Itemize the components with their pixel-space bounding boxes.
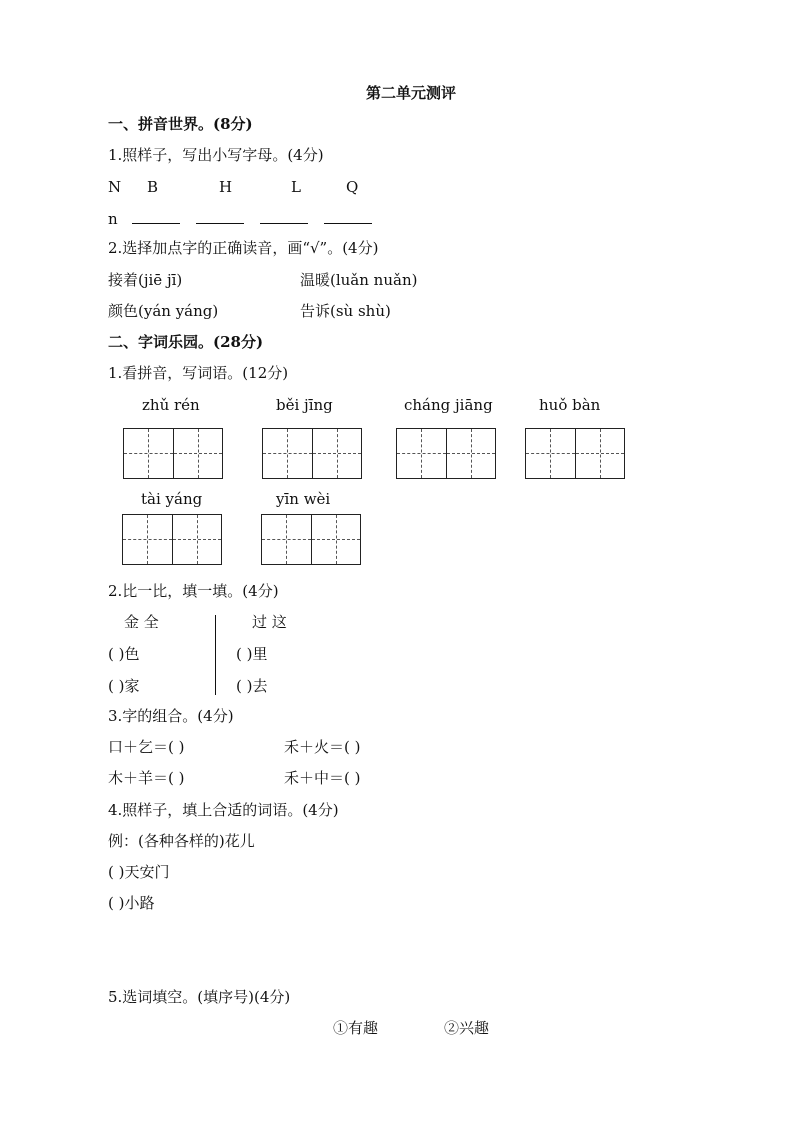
s2-q5-prompt: 5.选词填空。(填序号)(4分) xyxy=(108,988,291,1006)
char-combination-item[interactable]: 口＋乞＝( ) xyxy=(108,738,185,756)
divider-line xyxy=(215,615,216,695)
writing-grid[interactable] xyxy=(122,514,222,565)
word-option: ②兴趣 xyxy=(444,1019,490,1037)
answer-blank[interactable] xyxy=(132,223,180,224)
uppercase-letter: N xyxy=(108,178,122,196)
compare-fill-item[interactable]: ( )去 xyxy=(236,677,268,695)
pinyin-label: běi jīng xyxy=(276,396,333,414)
s1-q1-prompt: 1.照样子，写出小写字母。(4分) xyxy=(108,146,324,164)
uppercase-letter: H xyxy=(219,178,233,196)
pronunciation-item: 颜色(yán yáng) xyxy=(108,302,219,320)
pinyin-label: cháng jiāng xyxy=(404,396,493,414)
q4-fill-item[interactable]: ( )天安门 xyxy=(108,863,170,881)
q4-example: 例：(各种各样的)花儿 xyxy=(108,832,255,850)
s2-q1-prompt: 1.看拼音，写词语。(12分) xyxy=(108,364,289,382)
example-lowercase: n xyxy=(108,210,118,228)
s2-q4-prompt: 4.照样子，填上合适的词语。(4分) xyxy=(108,801,339,819)
compare-fill-item[interactable]: ( )家 xyxy=(108,677,140,695)
pinyin-label: yīn wèi xyxy=(276,490,331,508)
answer-blank[interactable] xyxy=(260,223,308,224)
writing-grid[interactable] xyxy=(262,428,362,479)
char-combination-item[interactable]: 禾＋中＝( ) xyxy=(284,769,361,787)
writing-grid[interactable] xyxy=(261,514,361,565)
writing-grid[interactable] xyxy=(396,428,496,479)
compare-chars-left: 金 全 xyxy=(124,613,159,631)
pronunciation-item: 告诉(sù shù) xyxy=(300,302,391,320)
char-combination-item[interactable]: 木＋羊＝( ) xyxy=(108,769,185,787)
uppercase-letter: Q xyxy=(346,178,359,196)
char-combination-item[interactable]: 禾＋火＝( ) xyxy=(284,738,361,756)
pinyin-label: huǒ bàn xyxy=(539,396,601,414)
compare-fill-item[interactable]: ( )里 xyxy=(236,645,268,663)
uppercase-letter: L xyxy=(291,178,301,196)
s1-q2-prompt: 2.选择加点字的正确读音，画“√”。(4分) xyxy=(108,239,379,257)
section2-heading: 二、字词乐园。(28分) xyxy=(108,333,264,351)
s2-q3-prompt: 3.字的组合。(4分) xyxy=(108,707,234,725)
word-option: ①有趣 xyxy=(333,1019,379,1037)
pronunciation-item: 接着(jiē jī) xyxy=(108,271,183,289)
pinyin-label: zhǔ rén xyxy=(142,396,200,414)
pronunciation-item: 温暖(luǎn nuǎn) xyxy=(300,271,418,289)
compare-chars-right: 过 这 xyxy=(252,613,287,631)
section1-heading: 一、拼音世界。(8分) xyxy=(108,115,253,133)
s2-q2-prompt: 2.比一比，填一填。(4分) xyxy=(108,582,279,600)
pinyin-label: tài yáng xyxy=(141,490,203,508)
q4-fill-item[interactable]: ( )小路 xyxy=(108,894,155,912)
page-title: 第二单元测评 xyxy=(366,84,457,102)
compare-fill-item[interactable]: ( )色 xyxy=(108,645,140,663)
answer-blank[interactable] xyxy=(324,223,372,224)
writing-grid[interactable] xyxy=(525,428,625,479)
writing-grid[interactable] xyxy=(123,428,223,479)
uppercase-letter: B xyxy=(147,178,159,196)
answer-blank[interactable] xyxy=(196,223,244,224)
